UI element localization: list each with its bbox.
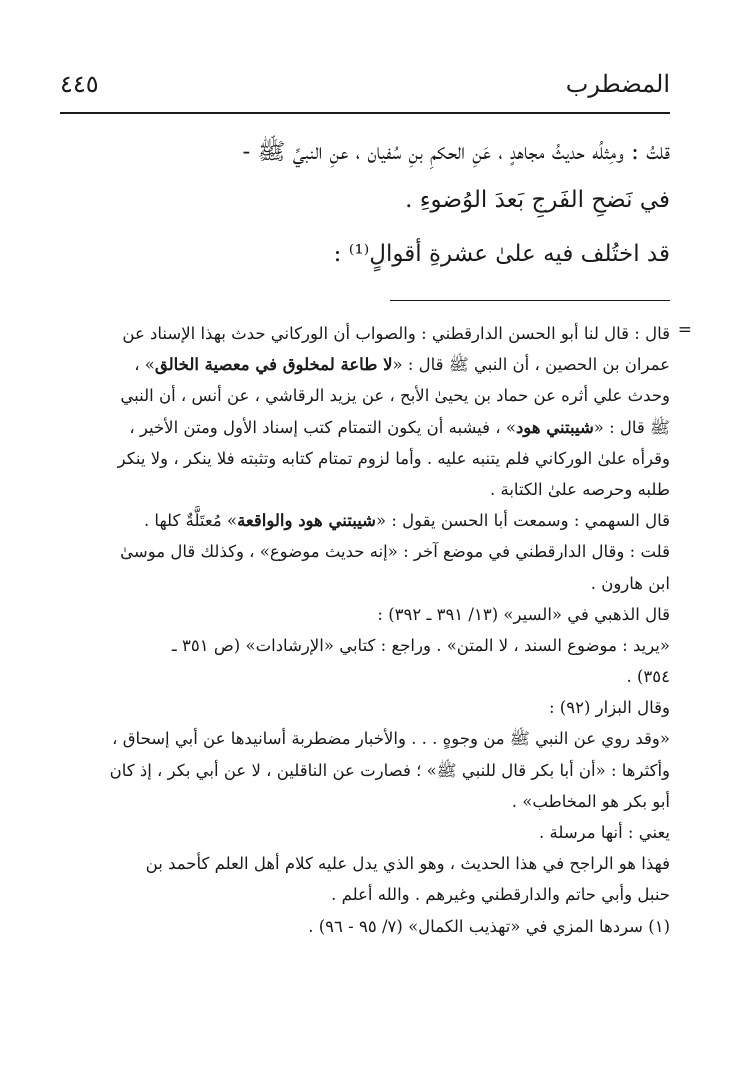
- footnote-text: قال : قال لنا أبو الحسن الدارقطني : والصواب أن الوركاني حدث بهذا الإسناد عن: [122, 324, 670, 343]
- footnote-line: [60, 474, 670, 505]
- chapter-title: المضطرب: [565, 70, 670, 98]
- page-number: ٤٤٥: [60, 70, 99, 98]
- header-rule: [60, 112, 670, 114]
- main-text-line: قد اختُلف فيه علىٰ عشرةِ أقوالٍ⁽¹⁾ :: [333, 241, 670, 267]
- bold-quote: لا طاعة لمخلوق في معصية الخالق: [154, 355, 393, 375]
- footnote-text: » مُعتَلَّةٌ كلها .: [143, 511, 238, 531]
- bold-quote: شيبتني هود: [515, 417, 594, 437]
- main-text-line: في نَضحِ الفَرجِ بَعدَ الوُضوءِ .: [405, 187, 670, 213]
- footnote-line: [60, 692, 670, 723]
- footnote-text: ﷺ قال : «: [593, 417, 670, 437]
- footnote-text: ابن هارون .: [590, 573, 670, 593]
- footnote-line: [60, 786, 670, 817]
- footnote-line: [60, 723, 670, 754]
- footnote-line: [60, 755, 670, 786]
- footnote-line: [60, 630, 670, 661]
- footnote-line: [60, 848, 670, 879]
- footnote-line: [60, 879, 670, 910]
- footnote-text: قال الذهبي في «السير» (١٣/ ٣٩١ ـ ٣٩٢) :: [377, 604, 670, 624]
- footnote-text: قلت : وقال الدارقطني في موضع آخر : «إنه حديث موضوع» ، وكذلك قال موسىٰ: [120, 542, 670, 562]
- footnote-line: [60, 349, 670, 380]
- footnote-line: [60, 443, 670, 474]
- footnote-text: (١) سردها المزي في «تهذيب الكمال» (٧/ ٩٥ - ٩٦) .: [308, 916, 670, 936]
- footnote-text: عمران بن الحصين ، أن النبي ﷺ قال : «: [392, 355, 670, 375]
- footnote-text: ٣٥٤) .: [626, 667, 670, 687]
- footnote-text: فهذا هو الراجح في هذا الحديث ، وهو الذي يدل عليه كلام أهل العلم كأحمد بن: [145, 854, 670, 874]
- footnote-line: [60, 568, 670, 599]
- footnote-line: [60, 536, 670, 567]
- continuation-mark: =: [677, 320, 692, 340]
- footnote-text: وقرأه علىٰ الوركاني فلم يتنبه عليه . وأما لزوم تمتام كتابه وتثبته فلا ينكر ، ولا ينكر: [117, 448, 670, 468]
- footnote-text: حنبل وأبي حاتم والدارقطني وغيرهم . والله أعلم .: [331, 885, 670, 905]
- footnote-line: [60, 505, 670, 536]
- footnote-text: أبو بكر هو المخاطب» .: [511, 791, 670, 811]
- main-text: [60, 128, 670, 278]
- footnote-separator: [390, 300, 670, 301]
- footnote-text: » ،: [134, 355, 155, 375]
- footnote-text: » ، فيشبه أن يكون التمتام كتب إسناد الأول ومتن الأخير ،: [129, 417, 516, 437]
- running-header: [60, 68, 670, 108]
- footnote-text: قال السهمي : وسمعت أبا الحسن يقول : «: [376, 511, 670, 531]
- footnote-text: يعني : أنها مرسلة .: [539, 823, 670, 842]
- footnote-text: «يريد : موضوع السند ، لا المتن» . وراجع : كتابي «الإرشادات» (ص ٣٥١ ـ: [171, 635, 670, 655]
- footnote-line: [60, 380, 670, 411]
- footnotes: [60, 318, 692, 942]
- footnote-line: [60, 817, 670, 848]
- footnote-text: طلبه وحرصه علىٰ الكتابة .: [489, 479, 670, 499]
- footnote-text: وحدث علي أثره عن حماد بن يحيىٰ الأبح ، عن يزيد الرقاشي ، عن أنس ، أن النبي: [120, 386, 670, 406]
- main-text-line: قلتُ : ومِثلُه حديثُ مجاهدٍ ، عَنِ الحكمِ بنِ سُفيان ، عنِ النبيِّ ﷺ -: [242, 139, 670, 165]
- footnote-line: [60, 661, 670, 692]
- footnote-text: وأكثرها : «أن أبا بكر قال للنبي ﷺ» ؛ فصارت عن الناقلين ، لا عن أبي بكر ، إذ كان: [109, 760, 670, 780]
- footnote-text: «وقد روي عن النبي ﷺ من وجوهٍ . . . والأخبار مضطربة أسانيدها عن أبي إسحاق ،: [112, 729, 670, 749]
- footnote-line: [60, 412, 670, 443]
- footnote-line: [60, 599, 670, 630]
- footnote-line: [60, 318, 670, 349]
- footnote-text: وقال البزار (٩٢) :: [548, 698, 670, 718]
- footnote-line: [60, 911, 670, 942]
- bold-quote: شيبتني هود والواقعة: [237, 511, 376, 531]
